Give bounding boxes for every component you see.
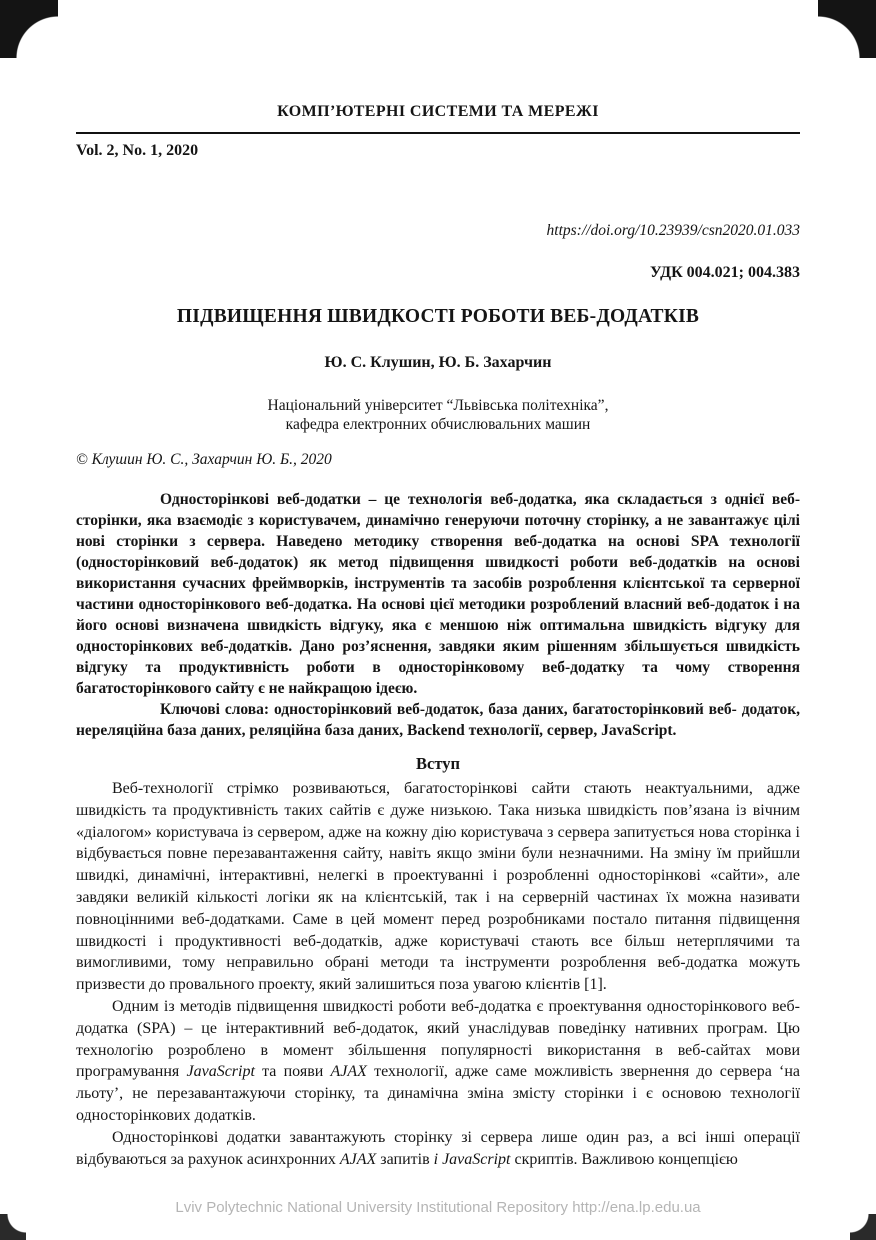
affiliation-block [76, 396, 800, 434]
italic-text-segment: AJAX [339, 1150, 377, 1168]
italic-text-segment: AJAX [330, 1063, 367, 1081]
section-heading-intro: Вступ [416, 754, 460, 773]
text-segment: технології, адже саме можливість звернення до сервера ‘на льоту’, не перезавантажуючи сторінку, та динамічна зміна змісту сторінки і є основою технології односторінкових додатків. [76, 1063, 800, 1124]
body-paragraph [76, 996, 800, 1127]
text-segment: та появи [254, 1063, 331, 1081]
text-segment: Односторінкові додатки завантажують сторінку зі сервера лише один раз, а всі інші операції відбуваються за рахунок асинхронних [76, 1128, 800, 1168]
copyright-line: © Клушин Ю. С., Захарчин Ю. Б., 2020 [76, 451, 332, 468]
text-segment: скриптів. Важливою концепцією [510, 1150, 738, 1168]
repository-footer: Lviv Polytechnic National University Institutional Repository http://ena.lp.edu.ua [175, 1199, 701, 1216]
body-paragraph [76, 778, 800, 996]
doi-link: https://doi.org/10.23939/csn2020.01.033 [546, 222, 800, 239]
volume-issue-line: Vol. 2, No. 1, 2020 [76, 142, 199, 159]
affiliation-line-1: Національний університет “Львівська політехніка”, [267, 397, 609, 414]
journal-title: КОМП’ЮТЕРНІ СИСТЕМИ ТА МЕРЕЖІ [277, 103, 599, 120]
text-segment: Одним із методів підвищення швидкості роботи веб-додатка є проектування односторінкового веб-додатка (SPA) – це інтерактивний веб-додаток, який унаслідував поведінку нативних програм. Цю технологію розроблено в момент збільшення популярності використання в веб-сайтах мови програмування [76, 997, 800, 1081]
scan-corner-mark-bottom-right [850, 1214, 876, 1240]
italic-text-segment: JavaScript [186, 1063, 255, 1081]
affiliation-line-2: кафедра електронних обчислювальних машин [285, 416, 591, 433]
authors-line: Ю. С. Клушин, Ю. Б. Захарчин [324, 354, 552, 371]
italic-text-segment: і JavaScript [433, 1150, 511, 1168]
body-paragraph [76, 1127, 800, 1171]
article-title: ПІДВИЩЕННЯ ШВИДКОСТІ РОБОТИ ВЕБ-ДОДАТКІВ [176, 306, 700, 327]
abstract-paragraph: Односторінкові веб-додатки – це технологія веб-додатка, яка складається з однієї веб-сторінки, яка взаємодіє з користувачем, динамічно генеруючи поточну сторінку, а не завантажує цілі нові сторінки з сервера. Наведено методику створення веб-додатка на основі SPA технології (односторінковий веб-додаток) як метод підвищення швидкості роботи веб-додатків на основі використання сучасних фреймворків, інструментів та засобів розроблення клієнтської та серверної частини односторінкового веб-додатка. На основі цієї методики розроблений власний веб-додаток і на його основі визначена швидкість відгуку, яка є меншою ніж оптимальна швидкість відгуку для односторінкових веб-додатків. Дано роз’яснення, завдяки яким рішенням збільшується швидкість відгуку та продуктивність роботи в односторінковому веб-додатку та чому створення багатосторінкового сайту є не найкращою ідеєю. [76, 491, 800, 697]
text-segment: Веб-технології стрімко розвиваються, багатосторінкові сайти стають неактуальними, адже швидкість та продуктивність таких сайтів є дуже низькою. Така низька швидкість пов’язана із вічним «діалогом» користувача із сервером, адже на кожну дію користувача з сервера запитується нова сторінка і відбувається повне перезавантаження сайту, навіть якщо зміни були незначними. На зміну їм прийшли швидкі, динамічні, інтерактивні, нелегкі в проектуванні і розробленні односторінкові «сайти», але завдяки великій кількості логіки як на клієнтській, так і на серверній частинах їх можна називати повноцінними веб-додатками. Саме в цей момент перед розробниками постало питання підвищення швидкості і продуктивності веб-додатків, адже користувачі стають все більш нетерплячими та вимогливими, тому неправильно обрані методи та інструменти розроблення веб-додатка можуть призвести до провального проекту, який залишиться поза увагою клієнтів [1]. [76, 780, 800, 994]
udc-code: УДК 004.021; 004.383 [649, 264, 800, 281]
keywords-paragraph: Ключові слова: односторінковий веб-додаток, база даних, багатосторінковий веб- додаток, нереляційна база даних, реляційна база даних, Backend технології, сервер, JavaScript. [76, 701, 800, 739]
scan-corner-mark-bottom-left [0, 1214, 26, 1240]
header-rule [76, 132, 800, 134]
text-segment: запитів [376, 1150, 434, 1168]
intro-paragraphs [76, 778, 800, 1170]
